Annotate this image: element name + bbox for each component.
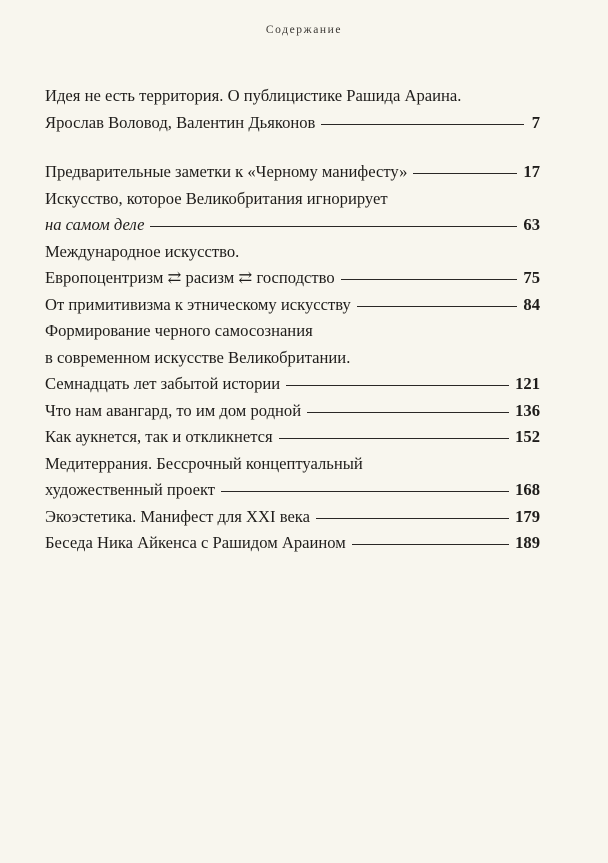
toc-entry-title: Международное искусство. xyxy=(45,241,240,261)
toc-page-number: 75 xyxy=(523,268,540,287)
toc-line xyxy=(45,477,540,504)
toc-entry-title: Идея не есть территория. О публицистике Рашида Араина. xyxy=(45,86,462,105)
leader-line xyxy=(286,385,509,386)
toc-line xyxy=(45,239,540,266)
toc-line xyxy=(45,265,540,292)
toc-page-number: 179 xyxy=(515,506,540,526)
toc-entry-title: Предварительные заметки к «Черному манифесту» xyxy=(45,162,408,181)
toc-page-number: 63 xyxy=(523,215,540,234)
toc-entry-title: художественный проект xyxy=(45,480,216,499)
leader-line xyxy=(413,173,517,174)
toc-page-number: 168 xyxy=(515,480,540,499)
toc-entry-title: Экоэстетика. Манифест для XXI века xyxy=(45,506,310,526)
table-of-contents xyxy=(45,83,540,557)
toc-line xyxy=(45,530,540,557)
toc-entry-title: Семнадцать лет забытой истории xyxy=(45,374,281,393)
leader-line xyxy=(321,124,524,125)
toc-entry-title: От примитивизма к этническому искусству xyxy=(45,294,351,314)
toc-entry-title: Искусство, которое Великобритания игнорирует xyxy=(45,188,388,208)
toc-entry-title: Что нам авангард, то им дом родной xyxy=(45,400,302,420)
toc-page-number: 189 xyxy=(515,533,540,552)
toc-page-number: 84 xyxy=(523,294,540,314)
toc-line xyxy=(45,451,540,478)
leader-line xyxy=(357,306,518,307)
toc-line xyxy=(45,504,540,531)
toc-line xyxy=(45,345,540,372)
toc-entry-title: на самом деле xyxy=(45,215,145,234)
leader-line xyxy=(316,518,509,519)
toc-entry-title: Медитеррания. Бессрочный концептуальный xyxy=(45,453,363,473)
leader-line xyxy=(150,226,517,227)
toc-page-number: 17 xyxy=(523,162,540,181)
leader-line xyxy=(307,412,509,413)
toc-entry-title: Европоцентризм ⇄ расизм ⇄ господство xyxy=(45,268,335,287)
toc-section-title: в современном искусстве Великобритании. xyxy=(45,347,351,367)
toc-line xyxy=(45,371,540,398)
toc-page-number: 136 xyxy=(515,400,540,420)
toc-line xyxy=(45,110,540,137)
toc-section-title: Формирование черного самосознания xyxy=(45,321,313,340)
toc-entry-title: Беседа Ника Айкенса с Рашидом Араином xyxy=(45,533,346,552)
leader-line xyxy=(341,279,518,280)
toc-page-number: 121 xyxy=(515,374,540,393)
section-gap xyxy=(45,136,540,159)
toc-entry-authors: Ярослав Воловод, Валентин Дьяконов xyxy=(45,112,316,132)
leader-line xyxy=(279,438,509,439)
page-heading: Содержание xyxy=(265,24,343,36)
toc-page-number: 7 xyxy=(531,112,540,132)
toc-line xyxy=(45,292,540,319)
toc-line xyxy=(45,186,540,213)
leader-line xyxy=(221,491,509,492)
toc-line xyxy=(45,159,540,186)
toc-line xyxy=(45,212,540,239)
toc-entry-title: Как аукнется, так и откликнется xyxy=(45,427,273,446)
toc-line xyxy=(45,398,540,425)
toc-line xyxy=(45,318,540,345)
toc-line xyxy=(45,424,540,451)
leader-line xyxy=(352,544,509,545)
toc-line xyxy=(45,83,540,110)
toc-page-number: 152 xyxy=(515,427,540,446)
